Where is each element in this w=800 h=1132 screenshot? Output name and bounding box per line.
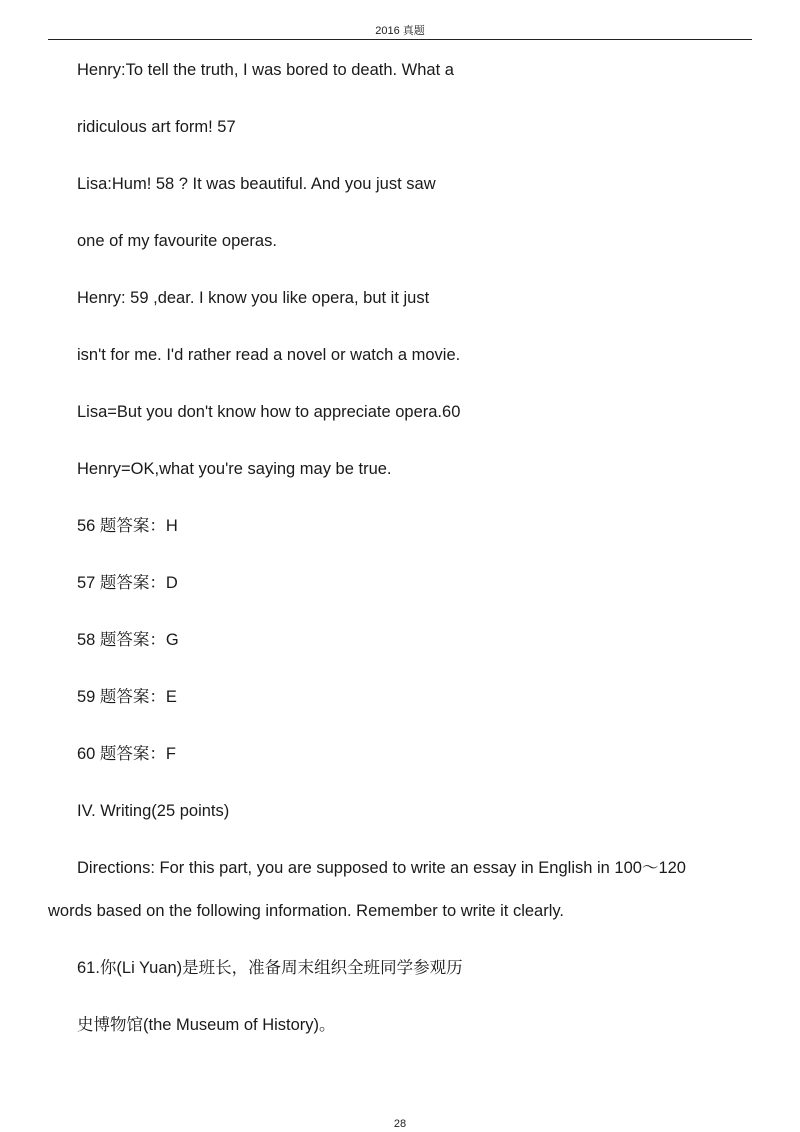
header-divider	[48, 39, 752, 40]
answer-line: 56 题答案：H	[77, 517, 178, 535]
question-text: 61.你(Li Yuan)是班长，准备周末组织全班同学参观历	[77, 959, 463, 977]
section-heading: IV. Writing(25 points)	[77, 802, 230, 820]
page-header: 2016 真题	[375, 25, 425, 37]
dialogue-line: Lisa:Hum! 58 ? It was beautiful. And you just saw	[77, 175, 436, 193]
dialogue-line: Henry:To tell the truth, I was bored to death. What a	[77, 61, 454, 79]
answer-line: 60 题答案：F	[77, 745, 177, 763]
question-text: 史博物馆(the Museum of History)。	[77, 1016, 336, 1034]
dialogue-line: Henry: 59 ,dear. I know you like opera, but it just	[77, 289, 430, 307]
dialogue-line: one of my favourite operas.	[77, 232, 277, 250]
dialogue-line: Henry=OK,what you're saying may be true.	[77, 460, 392, 478]
answer-line: 57 题答案：D	[77, 574, 178, 592]
directions-text: Directions: For this part, you are supposed to write an essay in English in 100～120	[77, 859, 686, 877]
answer-line: 59 题答案：E	[77, 688, 177, 706]
dialogue-line: isn't for me. I'd rather read a novel or watch a movie.	[77, 346, 461, 364]
dialogue-line: ridiculous art form! 57	[77, 118, 236, 136]
dialogue-line: Lisa=But you don't know how to appreciate opera.60	[77, 403, 461, 421]
answer-line: 58 题答案：G	[77, 631, 179, 649]
page-number: 28	[393, 1118, 407, 1130]
directions-text: words based on the following information. Remember to write it clearly.	[48, 902, 565, 920]
